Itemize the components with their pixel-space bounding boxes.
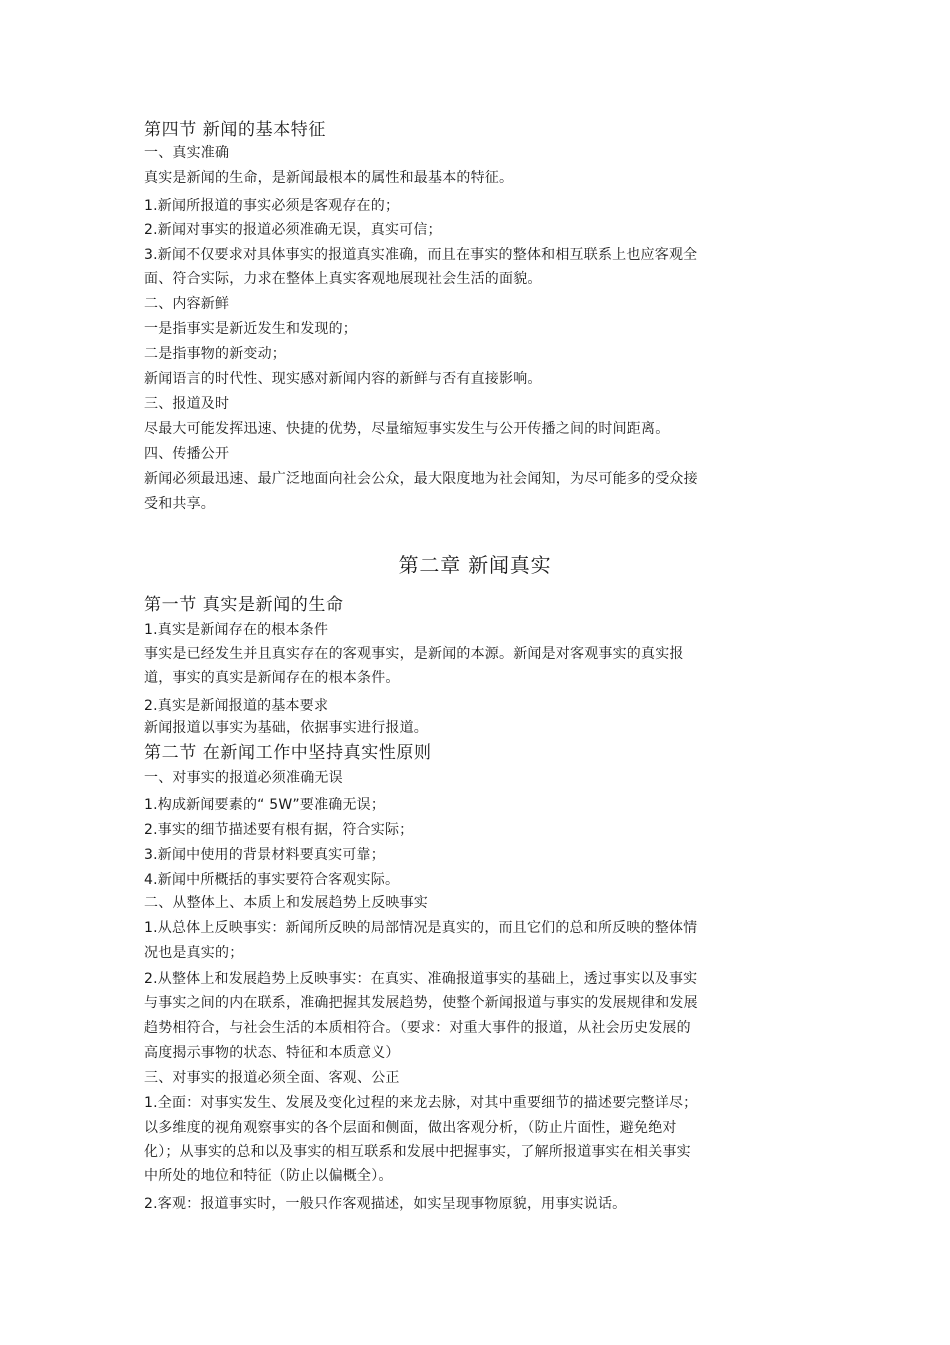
list-item-continued: 中所处的地位和特征（防止以偏概全）。: [144, 1168, 393, 1184]
paragraph-line: 尽最大可能发挥迅速、快捷的优势，尽量缩短事实发生与公开传播之间的时间距离。: [144, 421, 670, 437]
subheading: 三、对事实的报道必须全面、客观、公正: [144, 1070, 400, 1086]
list-item-continued: 化）；从事实的总和以及事实的相互联系和发展中把握事实，了解所报道事实在相关事实: [144, 1144, 691, 1160]
list-item-continued: 与事实之间的内在联系，准确把握其发展趋势，使整个新闻报道与事实的发展规律和发展: [144, 995, 698, 1011]
section-title: 第一节 真实是新闻的生命: [144, 595, 344, 615]
subheading: 三、报道及时: [144, 396, 230, 412]
list-item: 1.构成新闻要素的“ 5W”要准确无误；: [144, 797, 386, 813]
paragraph-line: 真实是新闻的生命，是新闻最根本的属性和最基本的特征。: [144, 170, 514, 186]
paragraph-line: 新闻语言的时代性、现实感对新闻内容的新鲜与否有直接影响。: [144, 371, 542, 387]
list-item-continued: 以多维度的视角观察事实的各个层面和侧面，做出客观分析，（防止片面性，避免绝对: [144, 1120, 677, 1136]
list-item: 2.事实的细节描述要有根有据，符合实际；: [144, 822, 414, 838]
subheading: 二、从整体上、本质上和发展趋势上反映事实: [144, 895, 428, 911]
chapter-title: 第二章 新闻真实: [398, 553, 552, 577]
paragraph-line: 新闻报道以事实为基础，依据事实进行报道。: [144, 720, 428, 736]
list-item-continued: 面、符合实际，力求在整体上真实客观地展现社会生活的面貌。: [144, 271, 542, 287]
list-item: 1.真实是新闻存在的根本条件: [144, 622, 329, 638]
section-title: 第二节 在新闻工作中坚持真实性原则: [144, 743, 432, 763]
paragraph-line: 新闻必须最迅速、最广泛地面向社会公众，最大限度地为社会闻知，为尽可能多的受众接: [144, 471, 698, 487]
list-item: 2.客观：报道事实时，一般只作客观描述，如实呈现事物原貌，用事实说话。: [144, 1196, 627, 1212]
list-item: 1.从总体上反映事实：新闻所反映的局部情况是真实的，而且它们的总和所反映的整体情: [144, 920, 698, 936]
paragraph-line: 事实是已经发生并且真实存在的客观事实，是新闻的本源。新闻是对客观事实的真实报: [144, 646, 684, 662]
paragraph-line: 一是指事实是新近发生和发现的；: [144, 321, 357, 337]
subheading: 一、对事实的报道必须准确无误: [144, 770, 343, 786]
section-title: 第四节 新闻的基本特征: [144, 120, 327, 140]
subheading: 二、内容新鲜: [144, 296, 230, 312]
list-item: 2.真实是新闻报道的基本要求: [144, 698, 329, 714]
subheading: 一、真实准确: [144, 145, 230, 161]
paragraph-line: 二是指事物的新变动；: [144, 346, 286, 362]
paragraph-line: 受和共享。: [144, 496, 215, 512]
list-item: 2.从整体上和发展趋势上反映事实：在真实、准确报道事实的基础上，透过事实以及事实: [144, 971, 698, 987]
list-item: 4.新闻中所概括的事实要符合客观实际。: [144, 872, 400, 888]
list-item: 3.新闻不仅要求对具体事实的报道真实准确，而且在事实的整体和相互联系上也应客观全: [144, 247, 698, 263]
list-item-continued: 趋势相符合，与社会生活的本质相符合。（要求：对重大事件的报道，从社会历史发展的: [144, 1020, 691, 1036]
subheading: 四、传播公开: [144, 446, 230, 462]
list-item: 1.新闻所报道的事实必须是客观存在的；: [144, 198, 400, 214]
list-item: 1.全面：对事实发生、发展及变化过程的来龙去脉，对其中重要细节的描述要完整详尽；: [144, 1095, 698, 1111]
list-item-continued: 况也是真实的；: [144, 945, 244, 961]
paragraph-line: 道，事实的真实是新闻存在的根本条件。: [144, 670, 400, 686]
list-item: 2.新闻对事实的报道必须准确无误，真实可信；: [144, 222, 442, 238]
list-item: 3.新闻中使用的背景材料要真实可靠；: [144, 847, 385, 863]
list-item-continued: 高度揭示事物的状态、特征和本质意义）: [144, 1045, 400, 1061]
